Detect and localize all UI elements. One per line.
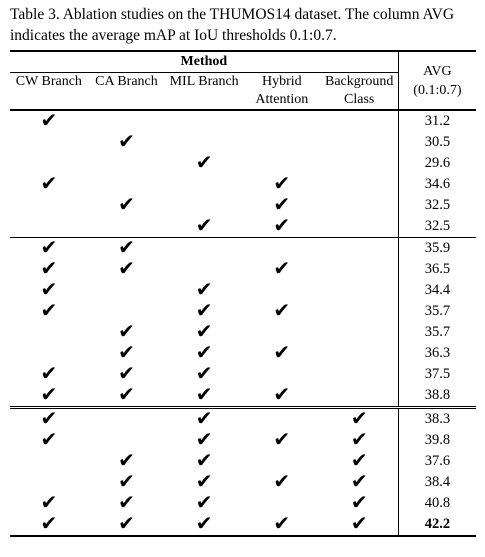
checkmark-icon: ✔ [40, 513, 58, 535]
cell-mil [165, 153, 243, 174]
cell-hybrid [243, 322, 321, 343]
checkmark-icon: ✔ [195, 300, 213, 322]
cell-mil [165, 322, 243, 343]
table-row [10, 280, 476, 301]
table-row [10, 238, 476, 260]
table-row [10, 132, 476, 153]
cell-avg: 35.7 [398, 322, 476, 343]
checkmark-icon: ✔ [195, 152, 213, 174]
cell-mil [165, 451, 243, 472]
checkmark-icon: ✔ [195, 429, 213, 451]
cell-hybrid [243, 408, 321, 431]
checkmark-icon: ✔ [273, 300, 291, 322]
cell-ca [88, 385, 166, 408]
cell-mil [165, 301, 243, 322]
avg-header-label: AVG (0.1:0.7) [413, 63, 462, 98]
cell-background [321, 280, 399, 301]
cell-background [321, 238, 399, 260]
table-row [10, 364, 476, 385]
cell-mil [165, 493, 243, 514]
cell-ca [88, 195, 166, 216]
cell-ca [88, 238, 166, 260]
cell-hybrid [243, 259, 321, 280]
ablation-table [10, 50, 476, 537]
cell-cw [10, 238, 88, 260]
cell-background [321, 385, 399, 408]
cell-mil [165, 259, 243, 280]
cell-hybrid [243, 364, 321, 385]
checkmark-icon: ✔ [195, 363, 213, 385]
cell-avg: 39.8 [398, 430, 476, 451]
table-row [10, 110, 476, 132]
checkmark-icon: ✔ [273, 471, 291, 493]
checkmark-icon: ✔ [118, 342, 135, 364]
cell-avg: 38.3 [398, 408, 476, 431]
checkmark-icon: ✔ [350, 513, 368, 535]
cell-cw [10, 430, 88, 451]
cell-cw [10, 132, 88, 153]
checkmark-icon: ✔ [40, 492, 58, 514]
cell-avg: 35.9 [398, 238, 476, 260]
checkmark-icon: ✔ [118, 471, 135, 493]
checkmark-icon: ✔ [195, 492, 213, 514]
checkmark-icon: ✔ [118, 194, 135, 216]
cell-avg: 42.2 [398, 514, 476, 536]
cell-mil [165, 195, 243, 216]
cell-ca [88, 472, 166, 493]
cell-ca [88, 216, 166, 238]
checkmark-icon: ✔ [350, 429, 368, 451]
checkmark-icon: ✔ [195, 321, 213, 343]
cell-background [321, 259, 399, 280]
cell-background [321, 430, 399, 451]
cell-background [321, 153, 399, 174]
checkmark-icon: ✔ [350, 450, 368, 472]
table-row [10, 472, 476, 493]
cell-avg: 37.5 [398, 364, 476, 385]
cell-hybrid [243, 174, 321, 195]
cell-mil [165, 280, 243, 301]
cell-hybrid [243, 238, 321, 260]
cell-avg: 34.4 [398, 280, 476, 301]
cell-cw [10, 385, 88, 408]
cell-ca [88, 301, 166, 322]
cell-ca [88, 408, 166, 431]
cell-cw [10, 174, 88, 195]
checkmark-icon: ✔ [40, 237, 58, 259]
cell-hybrid [243, 451, 321, 472]
cell-background [321, 343, 399, 364]
cell-cw [10, 301, 88, 322]
checkmark-icon: ✔ [40, 258, 58, 280]
checkmark-icon: ✔ [195, 450, 213, 472]
cell-ca [88, 493, 166, 514]
checkmark-icon: ✔ [40, 384, 58, 406]
cell-background [321, 408, 399, 431]
checkmark-icon: ✔ [195, 215, 213, 237]
checkmark-icon: ✔ [273, 429, 291, 451]
checkmark-icon: ✔ [273, 258, 291, 280]
cell-avg: 32.5 [398, 216, 476, 238]
cell-mil [165, 430, 243, 451]
checkmark-icon: ✔ [118, 492, 135, 514]
checkmark-icon: ✔ [195, 513, 213, 535]
table-row [10, 216, 476, 238]
cell-cw [10, 343, 88, 364]
cell-hybrid [243, 385, 321, 408]
cell-ca [88, 153, 166, 174]
checkmark-icon: ✔ [118, 237, 135, 259]
col-header-background: Background Class [324, 74, 394, 107]
cell-avg: 31.2 [398, 110, 476, 132]
checkmark-icon: ✔ [40, 173, 58, 195]
cell-cw [10, 322, 88, 343]
cell-ca [88, 343, 166, 364]
cell-avg: 29.6 [398, 153, 476, 174]
cell-hybrid [243, 216, 321, 238]
cell-avg: 36.5 [398, 259, 476, 280]
cell-cw [10, 493, 88, 514]
table-row [10, 385, 476, 408]
cell-background [321, 216, 399, 238]
cell-cw [10, 216, 88, 238]
cell-mil [165, 514, 243, 536]
cell-cw [10, 514, 88, 536]
checkmark-icon: ✔ [273, 513, 291, 535]
cell-avg: 34.6 [398, 174, 476, 195]
cell-avg: 38.4 [398, 472, 476, 493]
cell-hybrid [243, 110, 321, 132]
table-row [10, 259, 476, 280]
cell-cw [10, 364, 88, 385]
checkmark-icon: ✔ [118, 384, 135, 406]
checkmark-icon: ✔ [118, 363, 135, 385]
checkmark-icon: ✔ [118, 321, 135, 343]
cell-hybrid [243, 343, 321, 364]
cell-ca [88, 451, 166, 472]
checkmark-icon: ✔ [40, 363, 58, 385]
cell-cw [10, 153, 88, 174]
cell-hybrid [243, 153, 321, 174]
checkmark-icon: ✔ [273, 194, 291, 216]
method-header: Method [10, 51, 398, 73]
checkmark-icon: ✔ [350, 471, 368, 493]
cell-hybrid [243, 195, 321, 216]
checkmark-icon: ✔ [118, 513, 135, 535]
cell-ca [88, 280, 166, 301]
col-header-mil: MIL Branch [169, 74, 239, 89]
checkmark-icon: ✔ [195, 408, 213, 430]
checkmark-icon: ✔ [118, 258, 135, 280]
checkmark-icon: ✔ [195, 471, 213, 493]
cell-ca [88, 322, 166, 343]
checkmark-icon: ✔ [273, 173, 291, 195]
cell-avg: 30.5 [398, 132, 476, 153]
table-row [10, 451, 476, 472]
cell-hybrid [243, 280, 321, 301]
avg-header [398, 51, 476, 110]
table-row [10, 174, 476, 195]
table-body [10, 110, 476, 536]
cell-avg: 37.6 [398, 451, 476, 472]
checkmark-icon: ✔ [118, 131, 135, 153]
cell-ca [88, 132, 166, 153]
checkmark-icon: ✔ [195, 384, 213, 406]
cell-mil [165, 110, 243, 132]
table-row [10, 322, 476, 343]
checkmark-icon: ✔ [40, 110, 58, 132]
checkmark-icon: ✔ [40, 408, 58, 430]
checkmark-icon: ✔ [118, 450, 135, 472]
cell-avg: 35.7 [398, 301, 476, 322]
cell-avg: 40.8 [398, 493, 476, 514]
checkmark-icon: ✔ [40, 279, 58, 301]
cell-background [321, 301, 399, 322]
cell-mil [165, 385, 243, 408]
cell-mil [165, 216, 243, 238]
cell-background [321, 472, 399, 493]
cell-mil [165, 174, 243, 195]
cell-cw [10, 472, 88, 493]
checkmark-icon: ✔ [195, 279, 213, 301]
cell-hybrid [243, 132, 321, 153]
table-row [10, 430, 476, 451]
checkmark-icon: ✔ [40, 300, 58, 322]
cell-background [321, 110, 399, 132]
col-header-ca: CA Branch [95, 74, 158, 89]
cell-cw [10, 195, 88, 216]
cell-ca [88, 174, 166, 195]
cell-mil [165, 364, 243, 385]
cell-ca [88, 430, 166, 451]
checkmark-icon: ✔ [195, 342, 213, 364]
cell-cw [10, 451, 88, 472]
cell-background [321, 132, 399, 153]
checkmark-icon: ✔ [350, 408, 368, 430]
table-row [10, 153, 476, 174]
cell-hybrid [243, 472, 321, 493]
cell-hybrid [243, 493, 321, 514]
cell-hybrid [243, 301, 321, 322]
table-row [10, 514, 476, 536]
col-header-hybrid: Hybrid Attention [255, 74, 309, 107]
cell-background [321, 364, 399, 385]
cell-background [321, 322, 399, 343]
cell-mil [165, 472, 243, 493]
cell-background [321, 493, 399, 514]
table-row [10, 408, 476, 431]
cell-mil [165, 132, 243, 153]
cell-ca [88, 514, 166, 536]
cell-background [321, 195, 399, 216]
cell-cw [10, 259, 88, 280]
table-caption: Table 3. Ablation studies on the THUMOS14 dataset. The column AVG indicates the average mAP at IoU thresholds 0.1:0.7. [10, 6, 455, 44]
cell-hybrid [243, 430, 321, 451]
cell-mil [165, 238, 243, 260]
cell-background [321, 174, 399, 195]
cell-ca [88, 110, 166, 132]
cell-cw [10, 110, 88, 132]
table-row [10, 301, 476, 322]
cell-cw [10, 408, 88, 431]
col-header-cw: CW Branch [15, 74, 82, 89]
cell-avg: 38.8 [398, 385, 476, 408]
cell-background [321, 514, 399, 536]
cell-ca [88, 259, 166, 280]
checkmark-icon: ✔ [273, 342, 291, 364]
checkmark-icon: ✔ [40, 429, 58, 451]
cell-avg: 36.3 [398, 343, 476, 364]
cell-ca [88, 364, 166, 385]
cell-mil [165, 408, 243, 431]
cell-hybrid [243, 514, 321, 536]
cell-cw [10, 280, 88, 301]
cell-background [321, 451, 399, 472]
table-row [10, 343, 476, 364]
cell-avg: 32.5 [398, 195, 476, 216]
checkmark-icon: ✔ [350, 492, 368, 514]
table-row [10, 195, 476, 216]
checkmark-icon: ✔ [273, 384, 291, 406]
table-row [10, 493, 476, 514]
cell-mil [165, 343, 243, 364]
checkmark-icon: ✔ [273, 215, 291, 237]
